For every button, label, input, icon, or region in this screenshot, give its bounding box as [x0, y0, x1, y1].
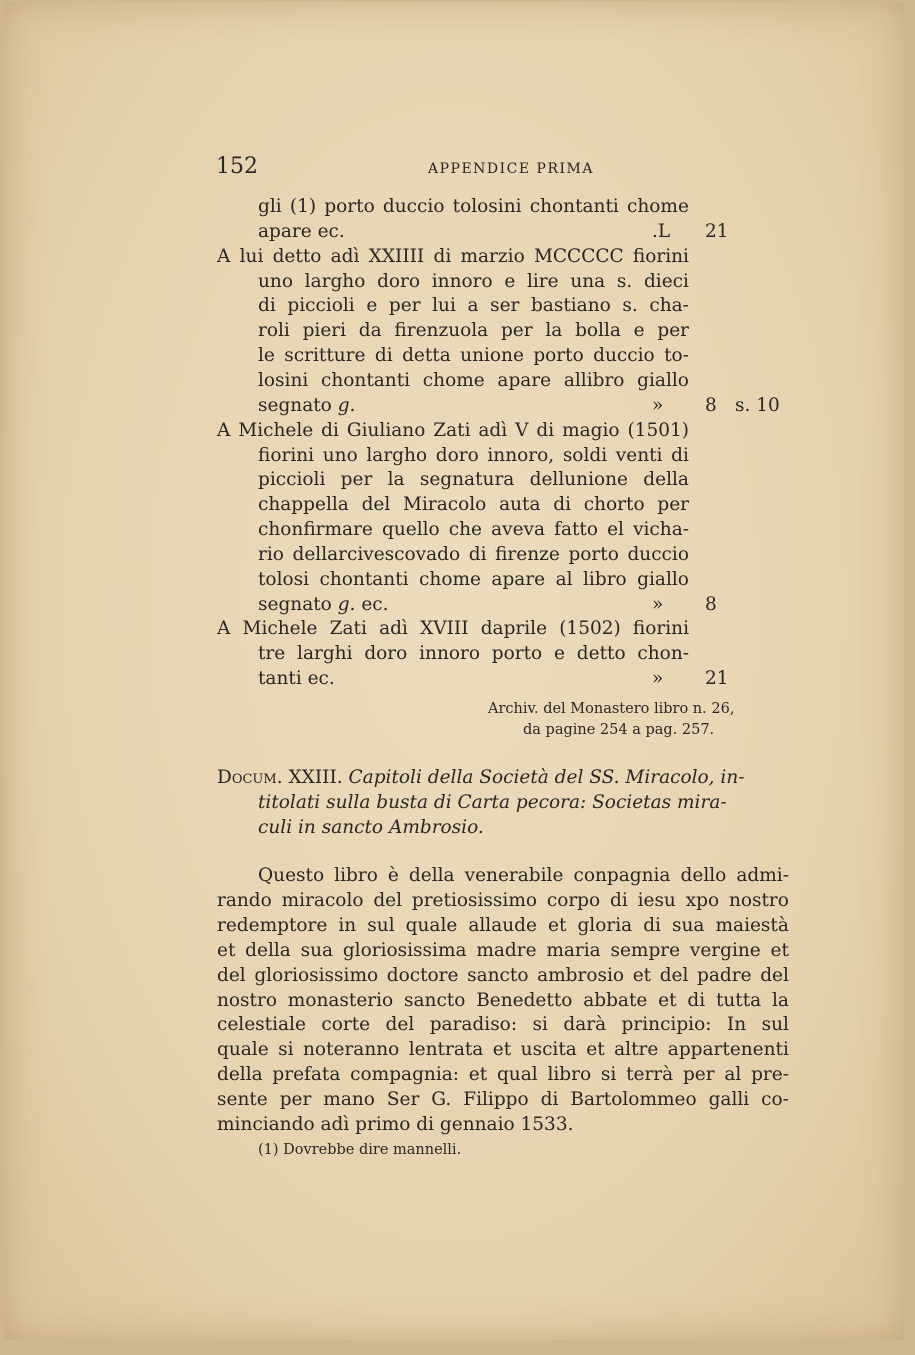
source-note-line: Archiv. del Monastero libro n. 26,	[488, 701, 735, 717]
word: rando	[217, 889, 272, 911]
word: co-	[761, 1089, 789, 1111]
word: fiorini	[632, 618, 689, 640]
word: doro	[435, 444, 479, 466]
footnote: (1) Dovrebbe dire mannelli.	[258, 1142, 462, 1158]
ledger-line	[258, 492, 689, 517]
word: allaude	[468, 914, 537, 936]
word: che	[448, 519, 482, 541]
word: del	[361, 494, 391, 516]
word: libro	[583, 568, 627, 590]
page-number: 152	[216, 154, 258, 179]
word: le	[258, 345, 275, 367]
word: gloriosissimo	[254, 964, 379, 986]
word: del	[385, 1014, 415, 1036]
word: e	[366, 295, 378, 317]
word: venti	[615, 444, 663, 466]
word: dieci	[643, 270, 689, 292]
paragraph-line	[217, 1012, 789, 1037]
ledger-line-text: segnato	[258, 394, 332, 416]
book-page	[4, 2, 904, 1340]
document-heading	[217, 765, 745, 790]
word: marzio	[460, 245, 525, 267]
ledger-line-tail: ec.	[361, 593, 389, 615]
word: gloria	[577, 914, 633, 936]
word: tolosini	[452, 196, 522, 217]
word: corte	[321, 1014, 371, 1036]
ledger-line	[258, 393, 355, 418]
word: vergine	[689, 939, 761, 961]
ledger-line	[258, 194, 689, 219]
word: di	[468, 543, 487, 565]
word: al	[555, 568, 573, 590]
word: lui	[432, 295, 456, 317]
ledger-amount: »	[652, 668, 664, 690]
word: admi-	[736, 865, 789, 886]
paragraph-line	[217, 1062, 789, 1087]
ledger-amount: 8	[705, 593, 717, 615]
word: xpo	[685, 889, 720, 911]
word: porto	[324, 196, 375, 217]
ledger-line	[258, 343, 689, 368]
ledger-line	[258, 219, 345, 244]
word: bolla	[575, 320, 621, 342]
word: chontanti	[321, 369, 411, 391]
word: soldi	[562, 444, 608, 466]
word: Giuliano	[346, 419, 426, 441]
word: galli	[708, 1089, 750, 1111]
word: chome	[419, 568, 481, 590]
word: del	[659, 964, 689, 986]
word: e	[504, 270, 516, 292]
word: losini	[258, 369, 309, 391]
ledger-line	[258, 368, 689, 393]
word: sempre	[610, 939, 681, 961]
word: rio	[258, 543, 284, 565]
word: roli	[258, 320, 290, 342]
word: si	[278, 1039, 294, 1061]
word: largho	[366, 444, 428, 466]
word: daprile	[480, 618, 548, 640]
paragraph-line	[217, 888, 789, 913]
ledger-line-italic: g.	[337, 394, 356, 416]
word: adì	[379, 618, 408, 640]
word: terrà	[626, 1064, 674, 1086]
ledger-line	[258, 318, 689, 343]
word: fatto	[554, 519, 598, 541]
word: duccio	[627, 543, 689, 565]
word: adì	[478, 419, 508, 441]
word: quale	[405, 914, 458, 936]
word: In	[726, 1014, 747, 1036]
document-label: Docum.	[217, 767, 283, 788]
word: adì	[330, 245, 360, 267]
word: chome	[422, 369, 485, 391]
word: (1501)	[627, 419, 689, 441]
word: venerabile	[464, 865, 564, 886]
word: firenze	[495, 543, 560, 565]
word: di	[374, 345, 393, 367]
paragraph-line	[217, 1087, 789, 1112]
word: Michele	[242, 618, 318, 640]
word: detta	[402, 345, 451, 367]
word: bastiano	[530, 295, 611, 317]
word: dello	[680, 865, 727, 886]
word: s.	[616, 270, 633, 292]
word: chome	[627, 196, 689, 217]
word: monasterio	[287, 989, 394, 1011]
word: per	[682, 1064, 715, 1086]
word: Zati	[433, 419, 471, 441]
word: altre	[614, 1039, 659, 1061]
word: quale	[217, 1039, 269, 1061]
word: detto	[272, 245, 322, 267]
ledger-line	[258, 269, 689, 294]
word: tre	[258, 643, 286, 665]
word: da	[358, 320, 382, 342]
document-title-line: culi in sancto Ambrosio.	[258, 817, 484, 838]
word: e	[554, 643, 565, 665]
word: to-	[664, 345, 689, 367]
word: (1502)	[559, 618, 621, 640]
word: lentrata	[408, 1039, 484, 1061]
word: sancto	[467, 964, 529, 986]
word: el	[607, 519, 624, 541]
word: Questo	[258, 865, 325, 886]
word: abbate	[583, 989, 648, 1011]
word: iesu	[637, 889, 676, 911]
word: Benedetto	[476, 989, 573, 1011]
word: celestiale	[217, 1014, 306, 1036]
word: magio	[562, 419, 620, 441]
word: pieri	[302, 320, 347, 342]
word: del	[760, 964, 789, 986]
word: pretiosissimo	[411, 889, 537, 911]
word: porto	[533, 345, 584, 367]
word: per	[279, 1089, 312, 1111]
document-title-line: titolati sulla busta di Carta pecora: Societas mira-	[258, 792, 727, 813]
word: larghi	[297, 643, 353, 665]
word: XXIIII	[368, 245, 425, 267]
ledger-amount: 21	[705, 220, 729, 242]
word: in	[338, 914, 357, 936]
word: lire	[526, 270, 559, 292]
word: et	[492, 1039, 512, 1061]
ledger-amount: 8	[705, 394, 717, 416]
word: cha-	[649, 295, 689, 317]
word: uno	[258, 270, 293, 292]
word: innoro	[431, 270, 493, 292]
word: di	[433, 245, 452, 267]
word: et	[548, 914, 567, 936]
word: la	[545, 320, 563, 342]
word: fiorini	[258, 444, 315, 466]
word: aveva	[491, 519, 546, 541]
word: doro	[364, 643, 408, 665]
word: Bartolommeo	[570, 1089, 697, 1111]
word: di	[321, 419, 339, 441]
word: è	[387, 865, 399, 886]
ledger-line-text: segnato	[258, 593, 332, 615]
document-title-line: Capitoli della Società del SS. Miracolo, in-	[348, 767, 745, 788]
word: per	[388, 295, 421, 317]
ledger-amount: .L	[652, 220, 671, 242]
word: della	[245, 939, 291, 961]
paragraph-line	[217, 1037, 789, 1062]
word: conpagnia	[573, 865, 671, 886]
word: maiestà	[715, 914, 789, 936]
word: s.	[622, 295, 638, 317]
word: gli	[258, 196, 282, 217]
paragraph-line: minciando adì primo di gennaio 1533.	[217, 1114, 574, 1135]
word: Ser	[386, 1089, 420, 1111]
word: duccio	[593, 345, 655, 367]
word: et	[770, 939, 789, 961]
word: noteranno	[303, 1039, 400, 1061]
word: maria	[546, 939, 601, 961]
word: et	[658, 989, 677, 1011]
word: chonfirmare	[258, 519, 373, 541]
word: XVIII	[420, 618, 469, 640]
word: scritture	[284, 345, 366, 367]
word: corpo	[546, 889, 601, 911]
word: del	[217, 964, 246, 986]
word: di	[671, 444, 689, 466]
word: (1)	[289, 196, 317, 217]
word: porto	[568, 543, 619, 565]
word: Filippo	[463, 1089, 529, 1111]
word: duccio	[382, 196, 445, 217]
word: gloriosissima	[342, 939, 467, 961]
ledger-line	[258, 443, 689, 468]
word: MCCCCC	[533, 245, 624, 267]
word: giallo	[637, 568, 689, 590]
word: miracolo	[281, 889, 364, 911]
word: la	[772, 989, 789, 1011]
word: sul	[761, 1014, 789, 1036]
word: mano	[323, 1089, 375, 1111]
paragraph-line	[217, 988, 789, 1013]
paragraph-line	[217, 913, 789, 938]
word: libro	[547, 1064, 592, 1086]
word: sul	[367, 914, 395, 936]
ledger-line-text: tanti ec.	[258, 668, 335, 690]
ledger-line	[258, 542, 689, 567]
word: pre-	[751, 1064, 789, 1086]
word: largho	[304, 270, 366, 292]
word: allibro	[563, 369, 625, 391]
ledger-line	[258, 641, 689, 666]
word: A	[217, 245, 231, 267]
word: piccioli	[258, 469, 326, 491]
word: di	[540, 1089, 559, 1111]
ledger-line	[258, 592, 389, 617]
ledger-amount: »	[652, 593, 664, 615]
word: doro	[377, 270, 421, 292]
word: chappella	[258, 494, 349, 516]
word: et	[586, 1039, 605, 1061]
word: al	[724, 1064, 742, 1086]
word: principio:	[621, 1014, 712, 1036]
word: per	[340, 469, 373, 491]
ledger-line	[258, 517, 689, 542]
document-number: XXIII.	[288, 767, 343, 788]
word: Miracolo	[403, 494, 487, 516]
word: vicha-	[633, 519, 689, 541]
word: e	[633, 320, 645, 342]
running-title: APPENDICE PRIMA	[428, 161, 594, 177]
word: sancto	[404, 989, 466, 1011]
word: G.	[431, 1089, 452, 1111]
word: appartenenti	[667, 1039, 789, 1061]
ledger-line	[258, 666, 335, 691]
word: di	[687, 989, 706, 1011]
word: firenzuola	[394, 320, 489, 342]
ledger-amount: s. 10	[735, 394, 780, 416]
word: prefata	[272, 1064, 341, 1086]
word: uno	[322, 444, 358, 466]
ledger-line	[258, 567, 689, 592]
word: del	[373, 889, 403, 911]
ledger-line-italic: g.	[337, 593, 356, 615]
word: auta	[499, 494, 541, 516]
ledger-line-text: apare ec.	[258, 220, 345, 242]
word: tolosi	[258, 568, 310, 590]
word: V	[515, 419, 529, 441]
source-note-line: da pagine 254 a pag. 257.	[523, 722, 715, 738]
word: la	[387, 469, 405, 491]
word: dellunione	[529, 469, 628, 491]
word: nostro	[217, 989, 277, 1011]
word: di	[258, 295, 276, 317]
word: madre	[476, 939, 537, 961]
word: chorto	[583, 494, 645, 516]
ledger-line	[217, 418, 689, 443]
word: una	[570, 270, 606, 292]
word: tutta	[715, 989, 762, 1011]
word: redemptore	[217, 914, 328, 936]
word: della	[643, 469, 689, 491]
word: sente	[217, 1089, 268, 1111]
word: giallo	[637, 369, 689, 391]
word: della	[217, 1064, 263, 1086]
word: di	[609, 889, 628, 911]
word: dellarcivescovado	[292, 543, 461, 565]
paragraph-line	[217, 963, 789, 988]
word: piccioli	[287, 295, 355, 317]
word: apare	[497, 369, 552, 391]
word: compagnia:	[350, 1064, 460, 1086]
word: doctore	[386, 964, 459, 986]
paragraph-line	[258, 863, 789, 888]
word: nostro	[728, 889, 789, 911]
word: detto	[576, 643, 626, 665]
word: ambrosio	[537, 964, 625, 986]
word: padre	[697, 964, 752, 986]
word: si	[600, 1064, 617, 1086]
word: qual	[496, 1064, 538, 1086]
ledger-line	[217, 616, 689, 641]
word: di	[643, 914, 661, 936]
word: innoro,	[487, 444, 555, 466]
word: unione	[460, 345, 524, 367]
word: della	[408, 865, 455, 886]
word: innoro	[419, 643, 480, 665]
word: libro	[334, 865, 378, 886]
word: sua	[300, 939, 334, 961]
word: uscita	[520, 1039, 577, 1061]
word: per	[657, 494, 689, 516]
word: ser	[490, 295, 520, 317]
word: Michele	[238, 419, 314, 441]
word: quello	[381, 519, 440, 541]
word: a	[467, 295, 479, 317]
word: chontanti	[529, 196, 619, 217]
word: sua	[672, 914, 705, 936]
word: chontanti	[319, 568, 409, 590]
word: paradiso:	[429, 1014, 518, 1036]
word: et	[468, 1064, 488, 1086]
word: A	[217, 419, 231, 441]
word: lui	[239, 245, 264, 267]
word: fiorini	[632, 245, 689, 267]
ledger-amount: 21	[705, 668, 729, 690]
word: per	[500, 320, 533, 342]
word: A	[217, 618, 231, 640]
word: chon-	[637, 643, 689, 665]
word: per	[657, 320, 689, 342]
ledger-line	[217, 244, 689, 269]
ledger-line	[258, 467, 689, 492]
paragraph-line	[217, 938, 789, 963]
word: segnatura	[419, 469, 515, 491]
word: si	[532, 1014, 548, 1036]
word: di	[536, 419, 555, 441]
word: darà	[563, 1014, 607, 1036]
word: porto	[491, 643, 543, 665]
word: Zati	[329, 618, 367, 640]
word: di	[553, 494, 572, 516]
ledger-line	[258, 293, 689, 318]
ledger-amount: »	[652, 394, 664, 416]
word: et	[632, 964, 652, 986]
word: apare	[491, 568, 546, 590]
word: et	[217, 939, 236, 961]
